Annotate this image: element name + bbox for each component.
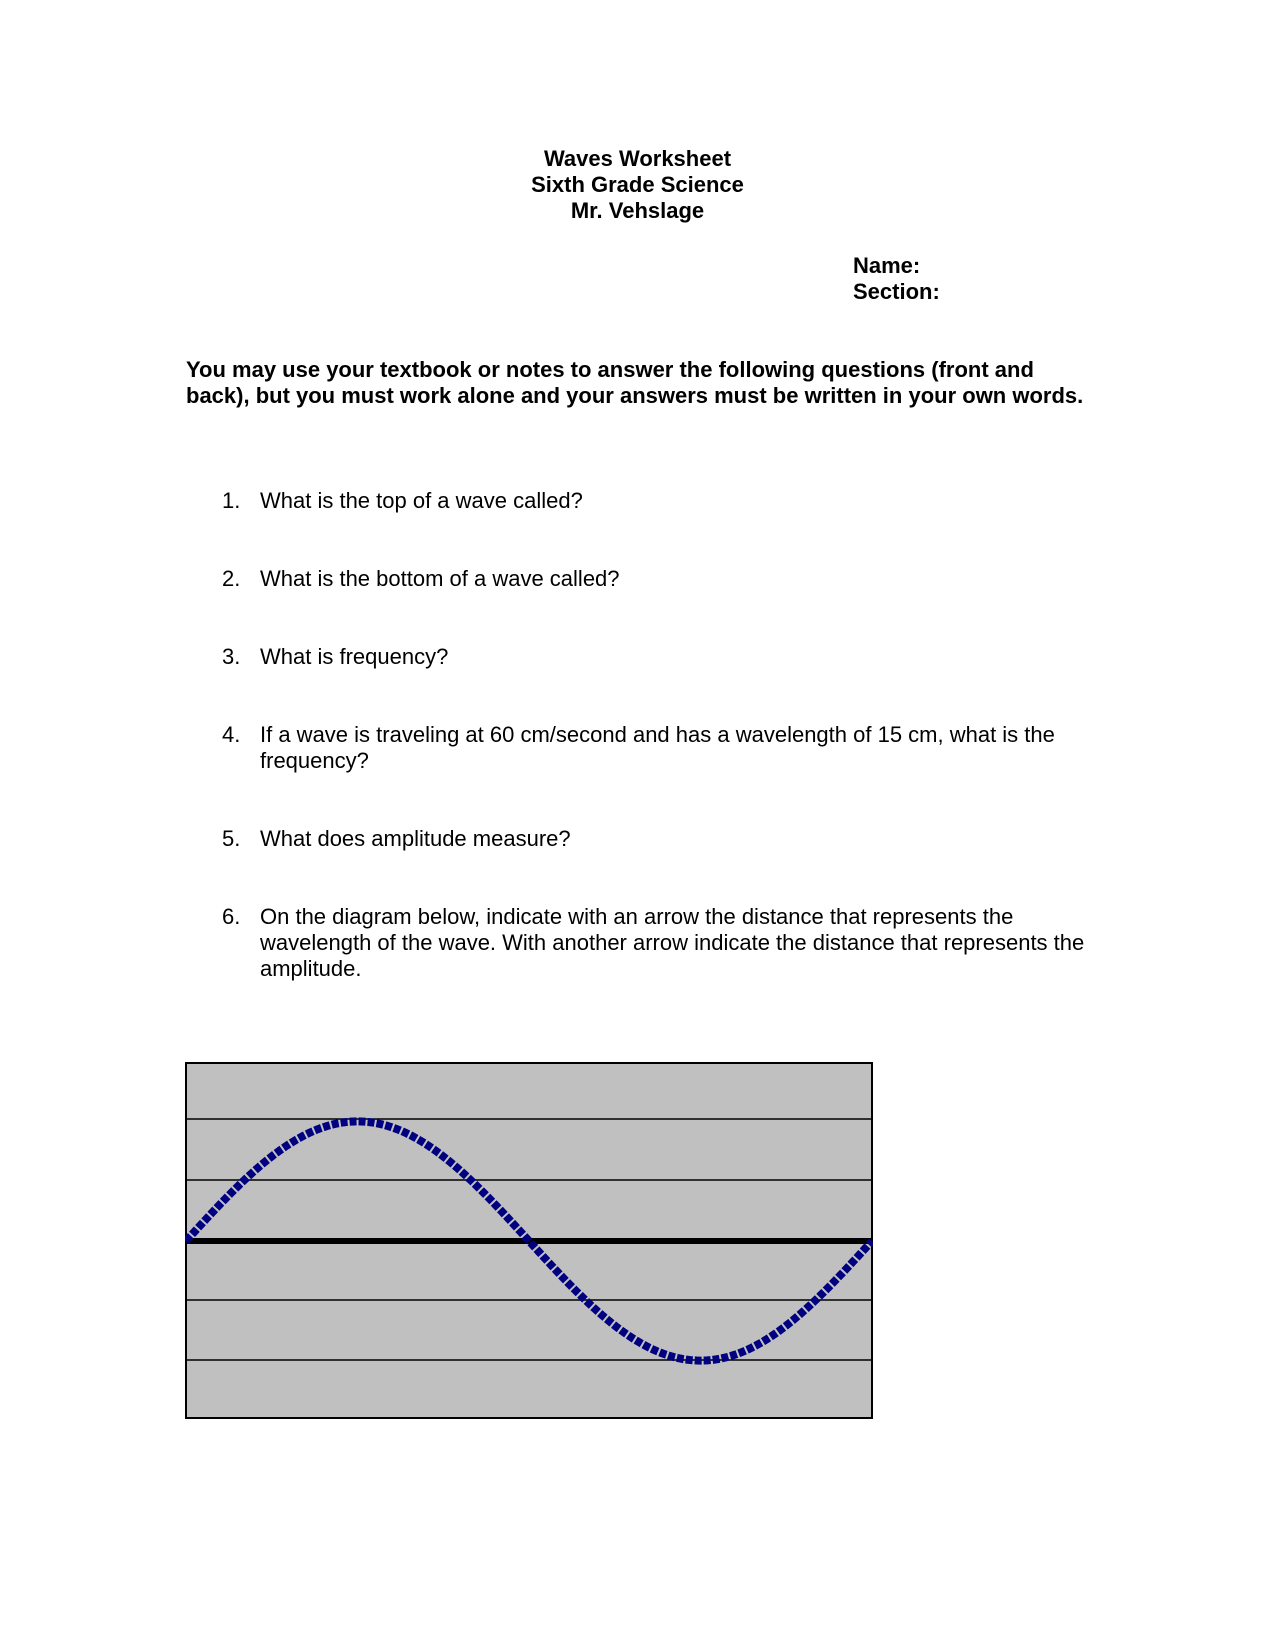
question-text: On the diagram below, indicate with an arrow the distance that represents the wavelength of the wave. With another arrow indicate the distance that represents the amplitude.: [260, 904, 1085, 981]
name-label: Name:: [853, 253, 921, 278]
question-number: 4.: [222, 722, 241, 747]
question-number: 6.: [222, 904, 241, 929]
question-text: What is the bottom of a wave called?: [260, 566, 620, 591]
worksheet-header: [0, 146, 1275, 224]
section-label: Section:: [853, 279, 940, 304]
question-number: 1.: [222, 488, 241, 513]
question-text: What is the top of a wave called?: [260, 488, 583, 513]
question-number: 2.: [222, 566, 241, 591]
question-text: What does amplitude measure?: [260, 826, 571, 851]
question-text: What is frequency?: [260, 644, 449, 669]
student-info-block: [853, 253, 940, 305]
teacher-name: Mr. Vehslage: [570, 198, 705, 223]
question-text: If a wave is traveling at 60 cm/second and has a wavelength of 15 cm, what is the frequency?: [260, 722, 1055, 773]
wave-diagram: [185, 1062, 873, 1419]
question-number: 3.: [222, 644, 241, 669]
worksheet-title: Waves Worksheet: [543, 146, 732, 171]
instructions-text: You may use your textbook or notes to answer the following questions (front and back), but you must work alone and your answers must be written in your own words.: [186, 357, 1084, 408]
worksheet-subtitle: Sixth Grade Science: [531, 172, 744, 197]
question-number: 5.: [222, 826, 241, 851]
